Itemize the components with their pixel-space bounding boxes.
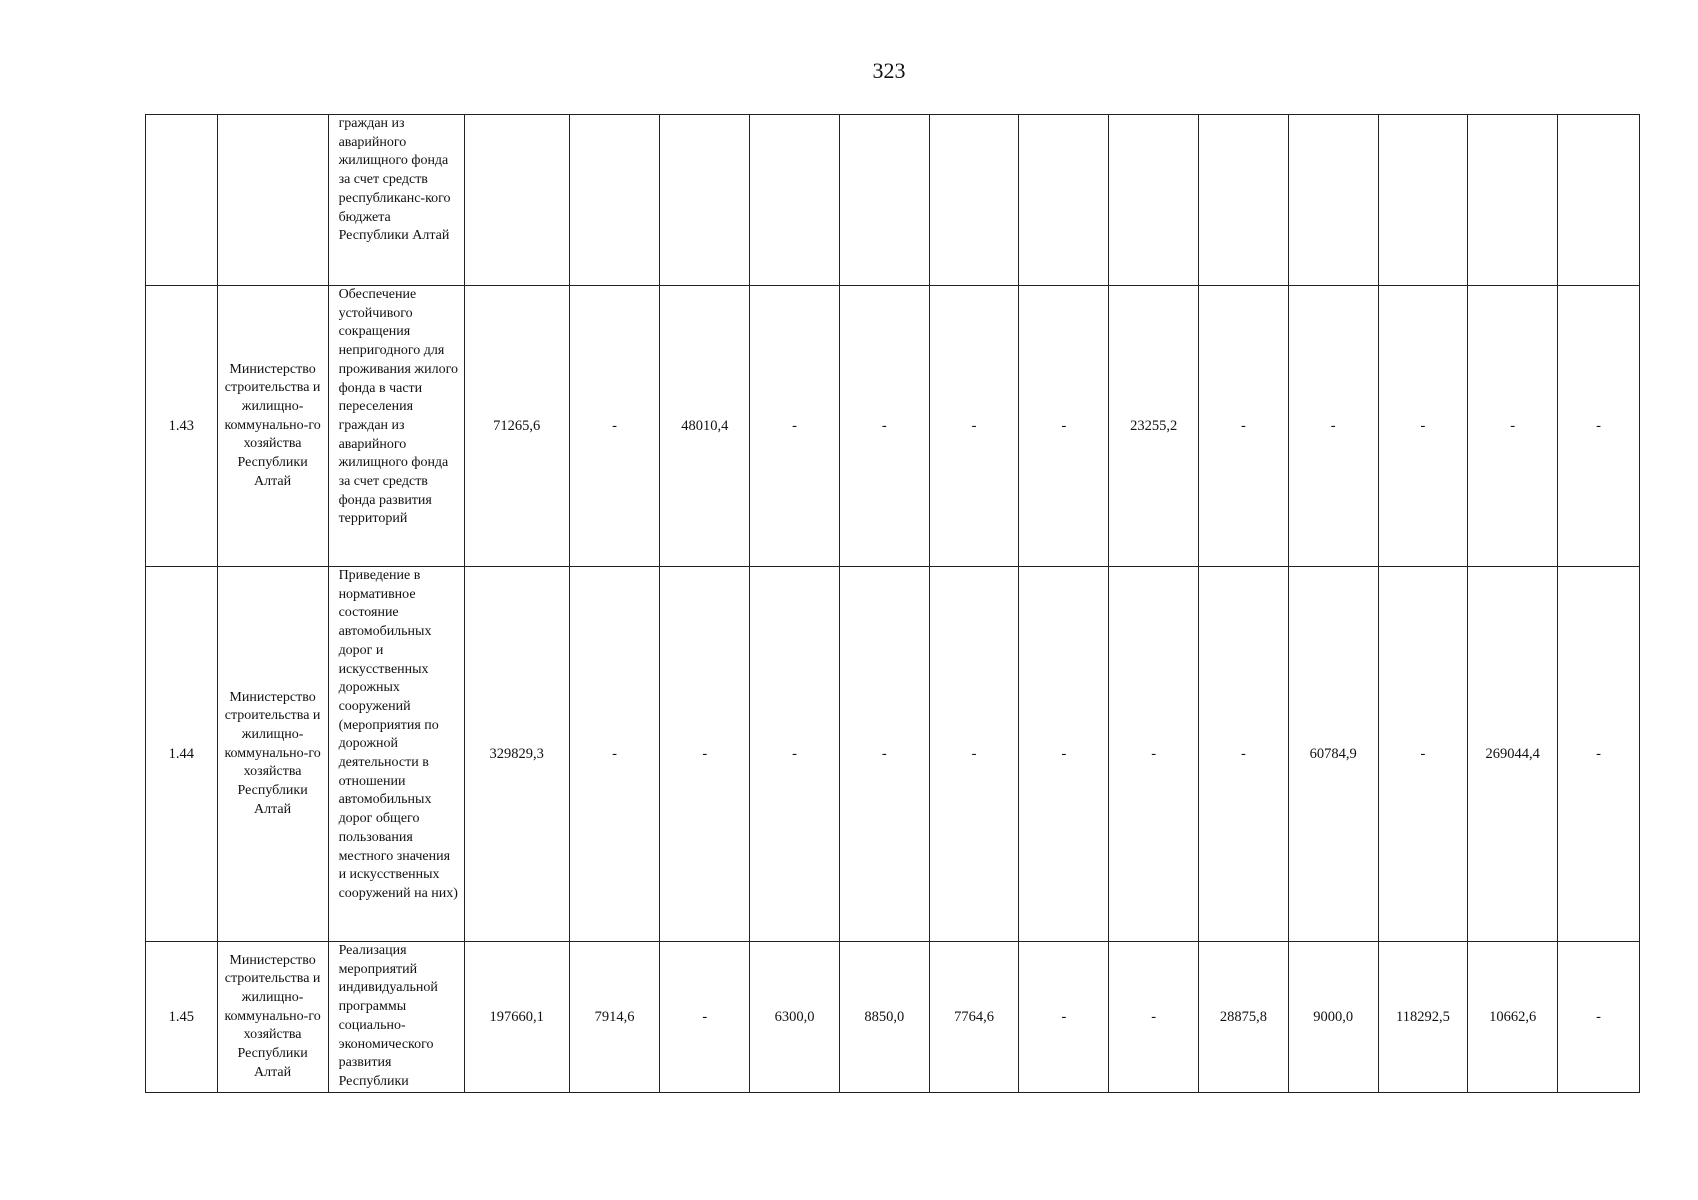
amount-cell: 23255,2 (1109, 286, 1199, 567)
amount-cell: - (1468, 286, 1558, 567)
amount-cell (929, 115, 1019, 286)
total-amount-cell: 71265,6 (464, 286, 569, 567)
amount-cell: - (1019, 942, 1109, 1093)
agency-cell (217, 115, 328, 286)
description-cell: Приведение в нормативное состояние автомобильных дорог и искусственных дорожных сооружений (мероприятия по дорожной деятельности в отношении автомобильных дорог общего пользования местного значения и искусственных сооружений на них) (328, 567, 464, 942)
amount-cell: - (1199, 286, 1289, 567)
amount-cell: - (1109, 567, 1199, 942)
amount-cell (1199, 115, 1289, 286)
table-row (146, 115, 1640, 286)
amount-cell: - (1558, 286, 1640, 567)
amount-cell: 10662,6 (1468, 942, 1558, 1093)
amount-cell: - (660, 567, 750, 942)
amount-cell: 6300,0 (750, 942, 840, 1093)
total-amount-cell: 329829,3 (464, 567, 569, 942)
amount-cell: - (929, 567, 1019, 942)
amount-cell: - (839, 286, 929, 567)
amount-cell: 118292,5 (1378, 942, 1468, 1093)
row-number-cell: 1.43 (146, 286, 218, 567)
amount-cell: 60784,9 (1288, 567, 1378, 942)
amount-cell: 7914,6 (569, 942, 660, 1093)
amount-cell: 8850,0 (839, 942, 929, 1093)
table-row (146, 942, 1640, 1093)
amount-cell: - (1378, 286, 1468, 567)
description-cell: Реализация мероприятий индивидуальной программы социально-экономического развития Республики (328, 942, 464, 1093)
amount-cell (1019, 115, 1109, 286)
amount-cell: - (839, 567, 929, 942)
amount-cell: - (1558, 942, 1640, 1093)
amount-cell: - (1199, 567, 1289, 942)
amount-cell: 7764,6 (929, 942, 1019, 1093)
total-amount-cell (464, 115, 569, 286)
agency-cell: Министерство строительства и жилищно-коммунально-го хозяйства Республики Алтай (217, 567, 328, 942)
amount-cell (1109, 115, 1199, 286)
row-number-cell: 1.45 (146, 942, 218, 1093)
amount-cell: - (569, 286, 660, 567)
amount-cell (660, 115, 750, 286)
amount-cell (839, 115, 929, 286)
description-cell: Обеспечение устойчивого сокращения непригодного для проживания жилого фонда в части переселения граждан из аварийного жилищного фонда за счет средств фонда развития территорий (328, 286, 464, 567)
agency-cell: Министерство строительства и жилищно-коммунально-го хозяйства Республики Алтай (217, 286, 328, 567)
amount-cell: - (1558, 567, 1640, 942)
amount-cell: 9000,0 (1288, 942, 1378, 1093)
amount-cell: - (929, 286, 1019, 567)
amount-cell: 28875,8 (1199, 942, 1289, 1093)
amount-cell: - (1109, 942, 1199, 1093)
total-amount-cell: 197660,1 (464, 942, 569, 1093)
agency-cell: Министерство строительства и жилищно-коммунально-го хозяйства Республики Алтай (217, 942, 328, 1093)
amount-cell: - (1019, 286, 1109, 567)
amount-cell (569, 115, 660, 286)
amount-cell: - (1288, 286, 1378, 567)
amount-cell: - (660, 942, 750, 1093)
description-cell: граждан из аварийного жилищного фонда за счет средств республиканс-кого бюджета Республики Алтай (328, 115, 464, 286)
amount-cell (750, 115, 840, 286)
amount-cell (1288, 115, 1378, 286)
page-number: 323 (872, 58, 906, 83)
amount-cell (1468, 115, 1558, 286)
amount-cell: - (569, 567, 660, 942)
amount-cell: - (750, 567, 840, 942)
table-row (146, 567, 1640, 942)
amount-cell: - (750, 286, 840, 567)
amount-cell: 48010,4 (660, 286, 750, 567)
budget-table (145, 114, 1640, 1093)
table-row (146, 286, 1640, 567)
amount-cell: - (1378, 567, 1468, 942)
amount-cell (1378, 115, 1468, 286)
row-number-cell: 1.44 (146, 567, 218, 942)
amount-cell: 269044,4 (1468, 567, 1558, 942)
row-number-cell (146, 115, 218, 286)
amount-cell (1558, 115, 1640, 286)
amount-cell: - (1019, 567, 1109, 942)
